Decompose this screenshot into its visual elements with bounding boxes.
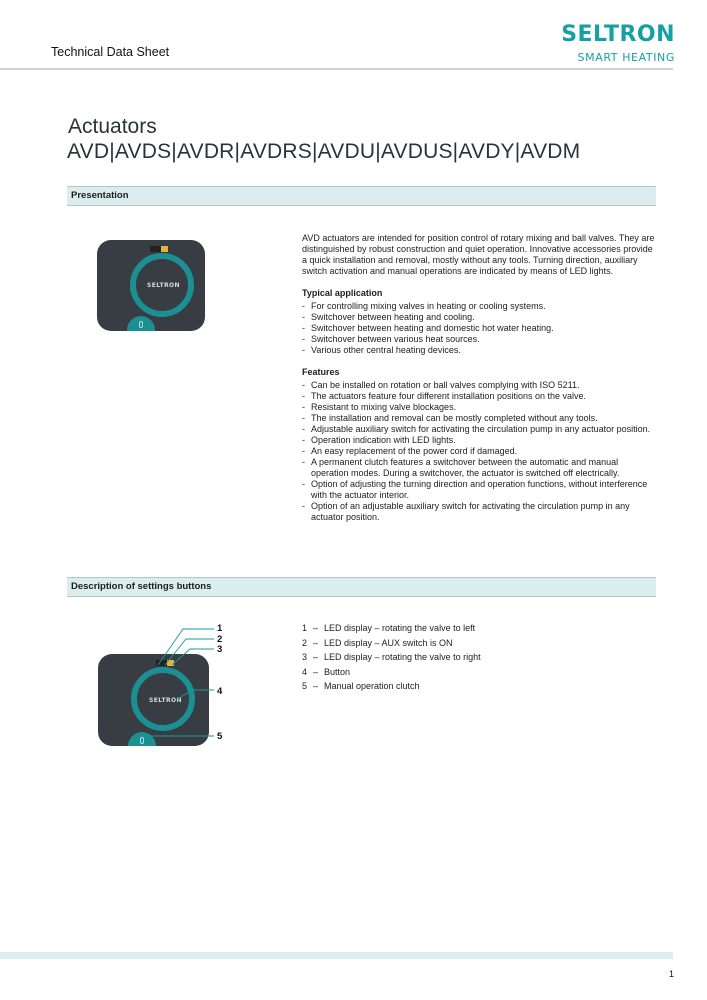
list-item: - Switchover between heating and domestic hot water heating. (302, 323, 657, 334)
legend-number: 1 (302, 623, 308, 633)
legend-dash: – (313, 681, 319, 691)
legend-dash: – (313, 666, 319, 677)
legend-text: LED display – rotating the valve to left (324, 623, 476, 633)
legend-dash: – (313, 623, 319, 633)
logo-tagline: SMART HEATING (577, 51, 675, 64)
list-item: - For controlling mixing valves in heating or cooling systems. (302, 301, 657, 312)
callout-3: 3 (217, 644, 223, 655)
list-item: - Can be installed on rotation or ball valves complying with ISO 5211. (302, 380, 657, 391)
callout-1: 1 (217, 623, 223, 634)
device-brand-label: SELTRON (149, 697, 182, 704)
list-item: - Switchover between various heat sources. (302, 334, 657, 345)
page-title: Actuators (68, 115, 157, 138)
footer-bar (0, 952, 673, 959)
legend-row (302, 652, 481, 667)
legend-number: 5 (302, 681, 308, 691)
list-item: - The actuators feature four different installation positions on the valve. (302, 391, 657, 402)
legend-text: Button (324, 666, 351, 677)
legend-row (302, 667, 481, 682)
model-list: AVD|AVDS|AVDR|AVDRS|AVDU|AVDUS|AVDY|AVDM (67, 140, 581, 163)
callout-2: 2 (217, 634, 223, 645)
settings-legend (302, 623, 481, 696)
callout-4: 4 (217, 686, 223, 697)
legend-text: Manual operation clutch (324, 681, 420, 691)
legend-number: 3 (302, 652, 308, 662)
list-item: - Operation indication with LED lights. (302, 435, 657, 446)
list-item: - A permanent clutch features a switchover between the automatic and manual operation modes. During a switchover, the actuator is switched off electrically. (302, 457, 657, 479)
list-item: - An easy replacement of the power cord if damaged. (302, 446, 657, 457)
list-item: - Option of adjusting the turning direction and operation functions, without interference with the actuator interior. (302, 479, 657, 501)
list-item: - Resistant to mixing valve blockages. (302, 402, 657, 413)
legend-row (302, 681, 481, 696)
legend-dash: – (313, 652, 319, 662)
page-number: 1 (669, 969, 675, 979)
legend-row (302, 623, 481, 638)
document-type-label: Technical Data Sheet (51, 45, 170, 59)
legend-text: LED display – AUX switch is ON (324, 637, 453, 648)
callout-5: 5 (217, 731, 223, 742)
list-item: - Various other central heating devices. (302, 345, 657, 356)
intro-paragraph: AVD actuators are intended for position control of rotary mixing and ball valves. They are distinguished by robust construction and quiet operation. Innovative accessories provide a quick installation and removal, mostly without any tools. Turning direction, auxiliary switch activation and manual operations are indicated by means of LED lights. (302, 233, 655, 276)
list-item: - Adjustable auxiliary switch for activating the circulation pump in any actuator position. (302, 424, 657, 435)
list-item: - The installation and removal can be mostly completed without any tools. (302, 413, 657, 424)
list-item: - Option of an adjustable auxiliary switch for activating the circulation pump in any actuator position. (302, 501, 657, 523)
legend-number: 4 (302, 666, 308, 677)
device-brand-label: SELTRON (147, 282, 180, 289)
legend-row (302, 638, 481, 653)
features-heading: Features (302, 367, 340, 377)
list-item: - Switchover between heating and cooling. (302, 312, 657, 323)
legend-text: LED display – rotating the valve to right (324, 652, 481, 662)
section-heading: Description of settings buttons (71, 581, 212, 592)
legend-dash: – (313, 637, 319, 648)
section-heading: Presentation (71, 190, 129, 201)
typical-application-heading: Typical application (302, 288, 383, 298)
logo-wordmark: SELTRON (561, 22, 675, 47)
legend-number: 2 (302, 637, 308, 648)
